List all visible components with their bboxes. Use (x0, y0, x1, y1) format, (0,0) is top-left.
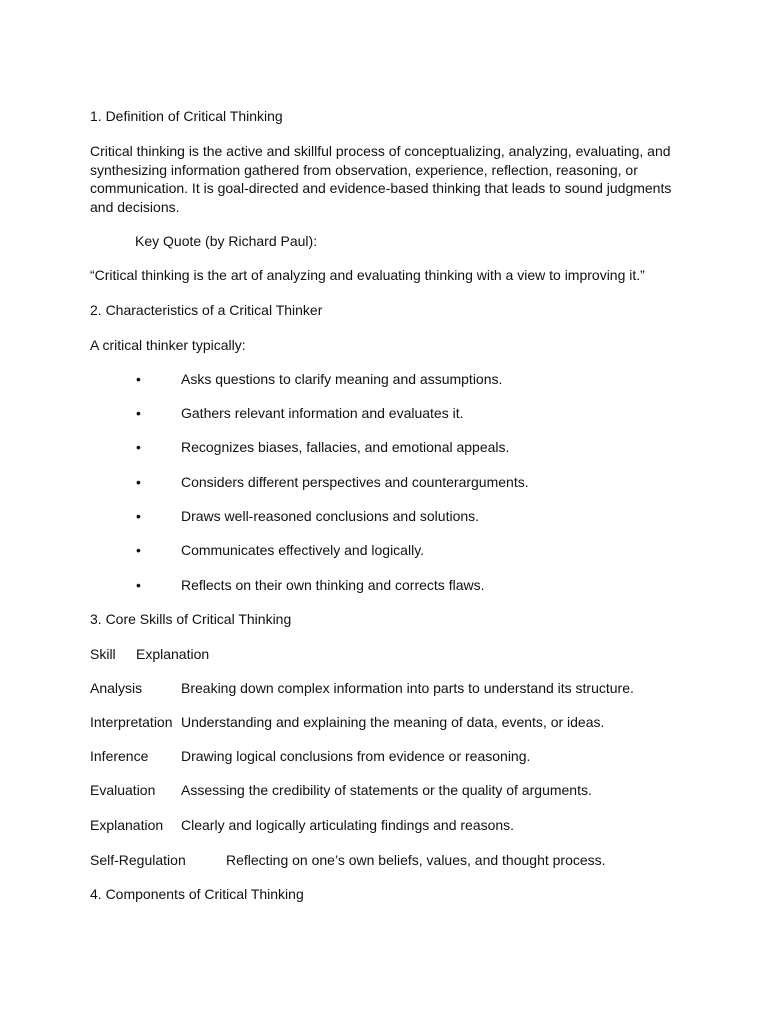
skill-name: Self-Regulation (90, 852, 186, 868)
bullet-icon: • (136, 542, 141, 558)
skill-explanation: Breaking down complex information into parts to understand its structure. (181, 680, 634, 696)
section-2-heading: 2. Characteristics of a Critical Thinker (90, 302, 323, 318)
skill-name: Explanation (90, 817, 164, 833)
section-1-heading: 1. Definition of Critical Thinking (90, 108, 283, 124)
list-item-text: Gathers relevant information and evaluates it. (181, 405, 464, 421)
list-item-text: Draws well-reasoned conclusions and solutions. (181, 508, 480, 524)
bullet-icon: • (136, 439, 141, 455)
skill-explanation: Assessing the credibility of statements or the quality of arguments. (181, 782, 592, 798)
list-item-text: Considers different perspectives and counterarguments. (181, 474, 529, 490)
section-3-heading: 3. Core Skills of Critical Thinking (90, 611, 292, 627)
skill-explanation: Understanding and explaining the meaning of data, events, or ideas. (181, 714, 605, 730)
key-quote-label: Key Quote (by Richard Paul): (135, 233, 318, 249)
list-item-text: Recognizes biases, fallacies, and emotional appeals. (181, 439, 510, 455)
bullet-icon: • (136, 474, 141, 490)
skill-explanation: Drawing logical conclusions from evidence or reasoning. (181, 748, 531, 764)
bullet-icon: • (136, 508, 141, 524)
definition-paragraph: Critical thinking is the active and skillful process of conceptualizing, analyzing, evaluating, and synthesizing information gathered from observation, experience, reflection, reasoning, or communication. It is goal-directed and evidence-based thinking that leads to sound judgments and decisions. (90, 143, 672, 216)
skill-explanation: Clearly and logically articulating findings and reasons. (181, 817, 515, 833)
characteristics-intro: A critical thinker typically: (90, 337, 246, 353)
skill-explanation: Reflecting on one’s own beliefs, values, and thought process. (226, 852, 606, 868)
table-header-skill: Skill (90, 646, 116, 662)
list-item-text: Communicates effectively and logically. (181, 542, 425, 558)
section-4-heading: 4. Components of Critical Thinking (90, 886, 304, 902)
skill-name: Interpretation (90, 714, 173, 730)
bullet-icon: • (136, 405, 141, 421)
key-quote-text: “Critical thinking is the art of analyzing and evaluating thinking with a view to improving it.” (90, 267, 645, 283)
list-item-text: Reflects on their own thinking and corrects flaws. (181, 577, 485, 593)
bullet-icon: • (136, 577, 141, 593)
table-header-explanation: Explanation (136, 646, 210, 662)
skill-name: Evaluation (90, 782, 156, 798)
skill-name: Inference (90, 748, 149, 764)
skill-name: Analysis (90, 680, 143, 696)
bullet-icon: • (136, 371, 141, 387)
list-item-text: Asks questions to clarify meaning and assumptions. (181, 371, 503, 387)
